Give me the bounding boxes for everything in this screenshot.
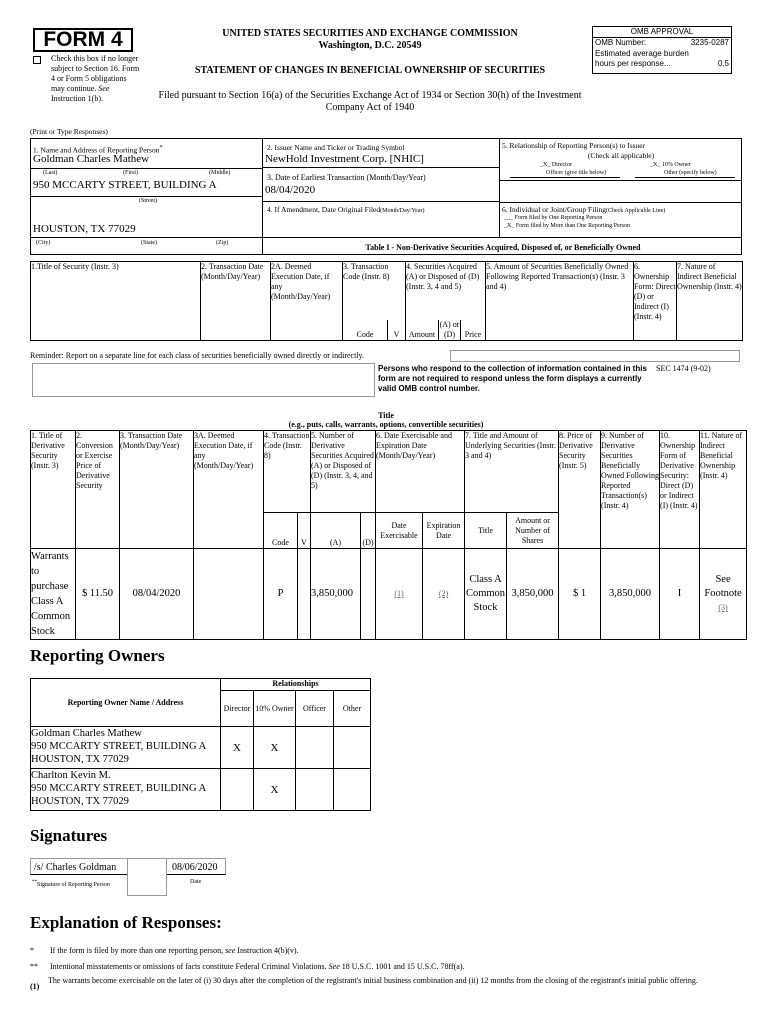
box5-label: 5. Relationship of Reporting Person(s) to Issuer bbox=[502, 141, 646, 150]
owner-1-other bbox=[334, 727, 371, 769]
other-check[interactable]: Other (specify below) bbox=[664, 170, 717, 176]
signature-label: **Signature of Reporting Person bbox=[32, 880, 110, 888]
table1-non-derivative bbox=[30, 261, 743, 341]
earliest-transaction-date: 08/04/2020 bbox=[265, 184, 316, 196]
t2-h-ownership-form: 10. Ownership Form of Derivative Security: Direct (D) or Indirect (I) (Instr. 4) bbox=[660, 431, 700, 549]
statement-title: STATEMENT OF CHANGES IN BENEFICIAL OWNERSHIP OF SECURITIES bbox=[194, 65, 546, 76]
t2-a-value: 3,850,000 bbox=[311, 549, 361, 640]
t2-title: Title bbox=[465, 513, 507, 549]
t2-deemed-date bbox=[194, 549, 264, 640]
table2-subtitle: (e.g., puts, calls, warrants, options, convertible securities) bbox=[288, 420, 484, 429]
t1-h-securities: 4. Securities Acquired (A) or Disposed of (D) (Instr. 3, 4 and 5) bbox=[406, 262, 486, 320]
box3-earliest-transaction bbox=[263, 168, 500, 202]
t2-h-number-owned: 9. Number of Derivative Securities Beneficially Owned Following Reported Transaction(s) (Instr. 4) bbox=[601, 431, 660, 549]
form-title-box bbox=[33, 28, 133, 52]
reporting-owners-table bbox=[30, 678, 371, 811]
officer-header: Officer bbox=[296, 691, 334, 727]
t2-owned: 3,850,000 bbox=[601, 549, 660, 640]
t2-v: V bbox=[298, 513, 311, 549]
zip-label: (Zip) bbox=[216, 240, 229, 246]
owner-2-officer bbox=[296, 769, 334, 811]
reminder-note: Reminder: Report on a separate line for each class of securities beneficially owned directly or indirectly. bbox=[30, 351, 365, 360]
owner-2-director bbox=[221, 769, 254, 811]
box2-issuer bbox=[263, 139, 500, 168]
issuer-name: NewHold Investment Corp. [NHIC] bbox=[265, 153, 424, 165]
owner-1-officer bbox=[296, 727, 334, 769]
owner-1-director: X bbox=[221, 727, 254, 769]
table1-title: Table I - Non-Derivative Securities Acquired, Disposed of, or Beneficially Owned bbox=[365, 243, 641, 252]
t2-underlying-title: Class A Common Stock bbox=[465, 549, 507, 640]
t1-h-nature: 7. Nature of Indirect Beneficial Ownership (Instr. 4) bbox=[677, 262, 743, 341]
omb-approval-box bbox=[592, 26, 732, 74]
t2-derivative-price: $ 1 bbox=[559, 549, 601, 640]
street-label: (Street) bbox=[139, 198, 157, 204]
director-check[interactable]: _X_ Director bbox=[540, 162, 572, 168]
reporting-info-grid bbox=[30, 138, 742, 255]
reminder-blank-box bbox=[32, 363, 375, 397]
explanation-item: * If the form is filed by more than one reporting person, see Instruction 4(b)(v). bbox=[30, 946, 299, 955]
table2-title: Title bbox=[378, 411, 394, 420]
t2-nature: See Footnote bbox=[704, 574, 742, 599]
omb-burden-1: Estimated average burden bbox=[595, 49, 689, 58]
filed-pursuant: Filed pursuant to Section 16(a) of the Securities Exchange Act of 1934 or Section 30(h) of the Investment Company Act of 1940 bbox=[158, 90, 582, 113]
signatures-heading: Signatures bbox=[30, 826, 108, 845]
t2-h-nature: 11. Nature of Indirect Beneficial Ownership (Instr. 4) bbox=[700, 431, 747, 549]
owner-1-ten-pct: X bbox=[254, 727, 296, 769]
t1-v: V bbox=[388, 320, 406, 341]
t2-h-price: 8. Price of Derivative Security (Instr. 5) bbox=[559, 431, 601, 549]
no-longer-subject-checkbox[interactable] bbox=[33, 56, 41, 64]
owner-2-other bbox=[334, 769, 371, 811]
more-persons-option[interactable]: _X_ Form filed by More than One Reporting Person bbox=[504, 223, 630, 229]
t2-h-underlying: 7. Title and Amount of Underlying Securities (Instr. 3 and 4) bbox=[465, 431, 559, 513]
t2-h-code: 4. Transaction Code (Instr. 8) bbox=[264, 431, 311, 513]
t1-h-deemed: 2A. Deemed Execution Date, if any (Month/Day/Year) bbox=[271, 262, 343, 341]
t2-underlying-shares: 3,850,000 bbox=[507, 549, 559, 640]
box6-label: 6. Individual or Joint/Group Filing(Check Applicable Line) bbox=[502, 205, 666, 214]
owner-2-address: Charlton Kevin M. 950 MCCARTY STREET, BUILDING A HOUSTON, TX 77029 bbox=[31, 769, 221, 811]
other-header: Other bbox=[334, 691, 371, 727]
t2-h-date: 3. Transaction Date (Month/Day/Year) bbox=[120, 431, 194, 549]
state-label: (State) bbox=[141, 240, 157, 246]
last-label: (Last) bbox=[43, 170, 58, 176]
city-label: (City) bbox=[36, 240, 51, 246]
explanation-heading: Explanation of Responses: bbox=[30, 913, 222, 932]
t2-date-ex: Date Exercisable bbox=[376, 513, 423, 549]
t1-h-date: 2. Transaction Date (Month/Day/Year) bbox=[201, 262, 271, 341]
signer-name: /s/ Charles Goldman bbox=[30, 858, 127, 875]
explanation-item: ** Intentional misstatements or omissions of facts constitute Federal Criminal Violations. See 18 U.S.C. 1001 and 15 U.S.C. 78ff(a). bbox=[30, 962, 465, 971]
city-value: HOUSTON, TX 77029 bbox=[33, 223, 136, 235]
t2-transaction-date: 08/04/2020 bbox=[120, 549, 194, 640]
director-header: Director bbox=[221, 691, 254, 727]
box1-label: 1. Name and Address of Reporting Person* bbox=[33, 144, 163, 155]
t1-code: Code bbox=[343, 320, 388, 341]
signature-spacer-box bbox=[127, 858, 167, 896]
t1-h-code: 3. Transaction Code (Instr. 8) bbox=[343, 262, 406, 320]
ten-pct-owner-check[interactable]: _X_ 10% Owner bbox=[650, 162, 691, 168]
t2-date-ex-cell bbox=[376, 549, 423, 640]
box5-sub: (Check all applicable) bbox=[587, 151, 655, 160]
t1-h-ownership-form: 6. Ownership Form: Direct (D) or Indirect (I) (Instr. 4) bbox=[634, 262, 677, 341]
t2-conversion-price: $ 11.50 bbox=[76, 549, 120, 640]
box1-name-address bbox=[31, 139, 263, 255]
persons-respond-note: Persons who respond to the collection of information contained in this form are not required to respond unless the form displays a currently valid OMB control number. bbox=[378, 364, 647, 393]
t2-h-deemed: 3A. Deemed Execution Date, if any (Month/Day/Year) bbox=[194, 431, 264, 549]
middle-label: (Middle) bbox=[209, 170, 231, 176]
t1-h-title: 1.Title of Security (Instr. 3) bbox=[31, 262, 201, 341]
footnote-1-link[interactable]: (1) bbox=[394, 589, 404, 598]
t2-amount-shares: Amount or Number of Shares bbox=[507, 513, 559, 549]
sec-code: SEC 1474 (9-02) bbox=[656, 364, 711, 373]
agency-name: UNITED STATES SECURITIES AND EXCHANGE COMMISSION bbox=[222, 28, 518, 39]
t2-security: Warrants to purchase Class A Common Stock bbox=[31, 549, 76, 640]
reporting-owners-heading: Reporting Owners bbox=[30, 646, 165, 665]
print-note: (Print or Type Responses) bbox=[30, 127, 108, 136]
signature-block bbox=[30, 858, 226, 896]
t2-h-number: 5. Number of Derivative Securities Acquired (A) or Disposed of (D) (Instr. 3, 4, and 5) bbox=[311, 431, 376, 513]
footnote-3-link[interactable]: (3) bbox=[718, 603, 728, 612]
table-row bbox=[31, 769, 371, 811]
box4-amendment bbox=[263, 202, 500, 238]
box5-relationship bbox=[500, 139, 742, 181]
t1-amount: Amount bbox=[406, 320, 439, 341]
t2-code: Code bbox=[264, 513, 298, 549]
reporting-person-name: Goldman Charles Mathew bbox=[33, 153, 150, 165]
ten-pct-header: 10% Owner bbox=[254, 691, 296, 727]
t2-h-exercisable: 6. Date Exercisable and Expiration Date (Month/Day/Year) bbox=[376, 431, 465, 513]
t2-a: (A) bbox=[311, 513, 361, 549]
t2-exp-date: Expiration Date bbox=[423, 513, 465, 549]
box3-label: 3. Date of Earliest Transaction (Month/Day/Year) bbox=[267, 173, 426, 182]
signature-date: 08/06/2020 bbox=[167, 858, 226, 875]
explanation-item: (1) The warrants become exercisable on the later of (i) 30 days after the completion of the registrant's initial business combination and (ii) 12 months from the closing of the registrant's initial public offering. bbox=[30, 976, 698, 991]
omb-burden-row: hours per response... 0.5 bbox=[595, 59, 729, 68]
t2-v-value bbox=[298, 549, 311, 640]
agency-location: Washington, D.C. 20549 bbox=[318, 40, 422, 51]
t1-h-amount-owned: 5. Amount of Securities Beneficially Owned Following Reported Transaction(s) (Instr. 3 and 4) bbox=[486, 262, 634, 341]
owner-1-address: Goldman Charles Mathew 950 MCCARTY STREET, BUILDING A HOUSTON, TX 77029 bbox=[31, 727, 221, 769]
owner-2-ten-pct: X bbox=[254, 769, 296, 811]
t2-exp-cell bbox=[423, 549, 465, 640]
footnote-2-link[interactable]: (2) bbox=[438, 589, 449, 598]
t1-aord: (A) or (D) bbox=[439, 320, 460, 339]
t2-h-title: 1. Title of Derivative Security (Instr. 3) bbox=[31, 431, 76, 549]
table2-derivative bbox=[30, 430, 747, 640]
table-row bbox=[31, 549, 747, 640]
t2-ownership-form: I bbox=[660, 549, 700, 640]
t2-d-value bbox=[361, 549, 376, 640]
date-label: Date bbox=[190, 879, 202, 885]
box2-label: 2. Issuer Name and Ticker or Trading Symbol bbox=[267, 143, 405, 152]
first-label: (First) bbox=[123, 170, 138, 176]
checkbox-instruction: Check this box if no longer subject to Section 16. Form 4 or Form 5 obligations may continue. See Instruction 1(b). bbox=[51, 54, 140, 103]
t2-nature-cell bbox=[700, 549, 747, 640]
owner-name-header: Reporting Owner Name / Address bbox=[31, 679, 221, 727]
one-person-option[interactable]: ___ Form filed by One Reporting Person bbox=[504, 215, 603, 221]
omb-number-row: OMB Number: 3235-0287 bbox=[595, 38, 729, 47]
relationships-header: Relationships bbox=[221, 679, 371, 691]
street-value: 950 MCCARTY STREET, BUILDING A bbox=[33, 179, 217, 191]
form-title: FORM 4 bbox=[43, 28, 123, 51]
box6-filing-type bbox=[500, 202, 742, 238]
box4-label: 4. If Amendment, Date Original Filed(Month/Day/Year) bbox=[267, 205, 425, 214]
sec-code-box bbox=[450, 350, 740, 362]
officer-check[interactable]: Officer (give title below) bbox=[546, 170, 607, 176]
t2-code-value: P bbox=[264, 549, 298, 640]
table-row bbox=[31, 727, 371, 769]
omb-title: OMB APPROVAL bbox=[593, 27, 731, 38]
t2-d: (D) bbox=[361, 513, 376, 549]
t2-h-conversion: 2. Conversion or Exercise Price of Derivative Security bbox=[76, 431, 120, 549]
t1-price: Price bbox=[461, 320, 486, 341]
